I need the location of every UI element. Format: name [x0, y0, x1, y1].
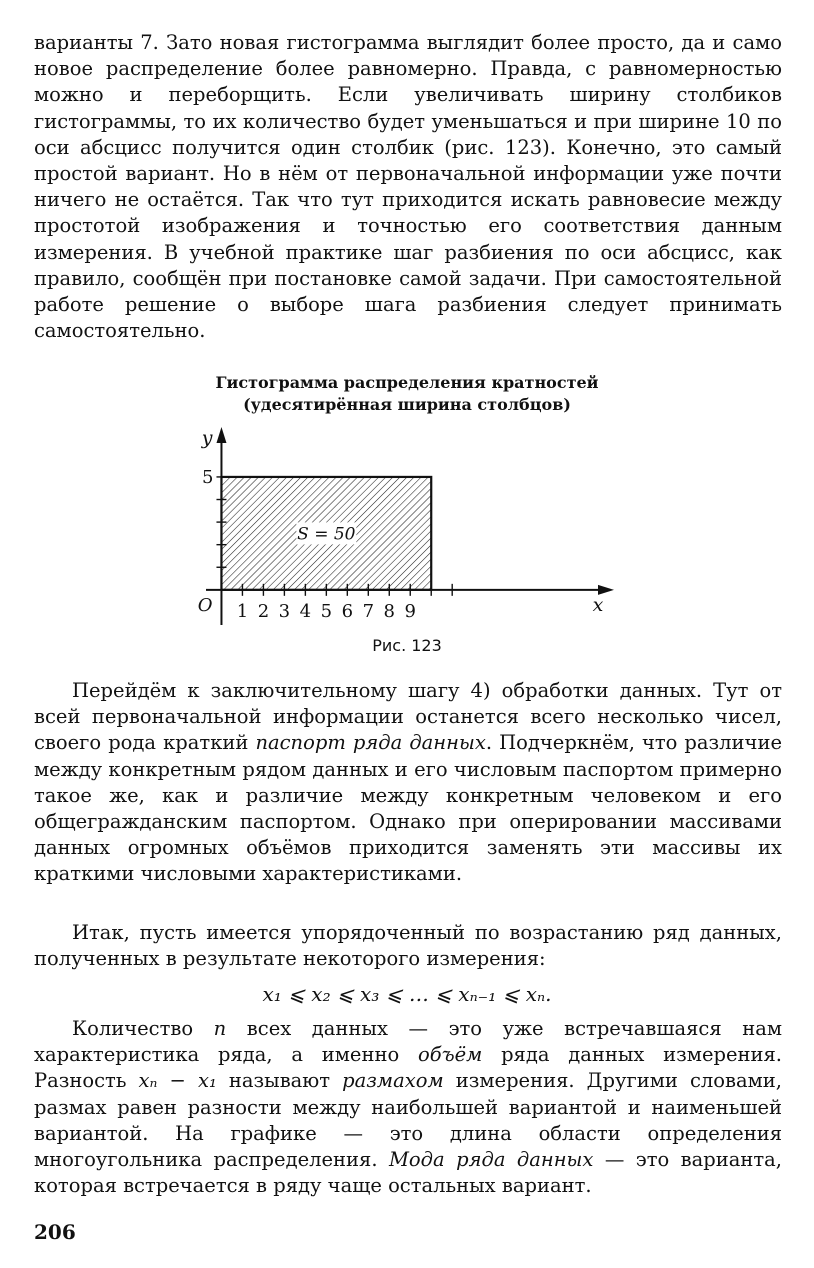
x-tick-label: 8	[383, 600, 395, 622]
figure-title-line1: Гистограмма распределения кратностей	[215, 373, 599, 392]
x-tick-label: 7	[362, 600, 375, 622]
range-expression: xₙ − x₁	[138, 1069, 217, 1093]
paragraph-text: — это варианта, которая встречается в ряду чаще остальных вариант.	[34, 1148, 782, 1198]
term-data-passport: паспорт ряда данных	[255, 731, 486, 755]
histogram-chart	[190, 425, 620, 635]
paragraph-text: Количество	[72, 1017, 214, 1040]
paragraph-text: измерения. Другими словами, размах равен разности между наибольшей вариантой и наименьшей вариантой. На графике — это длина области определения многоугольника распределения.	[34, 1069, 782, 1172]
y-axis-arrow	[216, 427, 226, 443]
y-axis-label: y	[201, 427, 213, 449]
variable-n: n	[213, 1017, 227, 1040]
x-tick-label: 1	[236, 600, 249, 622]
paragraph-text: ряда данных измерения. Разность	[34, 1043, 782, 1093]
figure-title-line2: (удесятирённая ширина столбцов)	[243, 395, 571, 414]
paragraph-text: Перейдём к заключительному шагу 4) обработки данных. Тут от всей первоначальной информации останется всего несколько чисел, своего рода краткий	[34, 679, 782, 755]
y-tick-label: 5	[202, 466, 214, 488]
paragraph-text: называют	[216, 1069, 343, 1093]
ordered-series-formula: x₁ ⩽ x₂ ⩽ x₃ ⩽ … ⩽ xₙ₋₁ ⩽ xₙ.	[262, 982, 552, 1006]
x-tick-label: 6	[341, 600, 354, 622]
x-axis-label: x	[592, 593, 604, 616]
paragraph-characteristics	[34, 1016, 782, 1199]
figure-caption: Рис. 123	[372, 636, 442, 655]
term-volume: объём	[417, 1043, 483, 1067]
paragraph-text: всех данных — это уже встречавшаяся нам характеристика ряда, а именно	[34, 1017, 782, 1067]
x-tick-label: 4	[299, 600, 312, 622]
term-range: размахом	[342, 1069, 444, 1093]
term-mode: Мода ряда данных	[388, 1148, 594, 1172]
bar-area-label: S = 50	[297, 524, 356, 545]
x-tick-label: 5	[320, 600, 333, 622]
paragraph-ordered-series: Итак, пусть имеется упорядоченный по возрастанию ряд данных, полученных в результате некоторого измерения:	[34, 921, 782, 971]
x-tick-label: 2	[257, 600, 270, 622]
origin-label: O	[197, 594, 213, 616]
paragraph-histogram-width: варианты 7. Зато новая гистограмма выглядит более просто, да и само новое распределение более равномерно. Правда, с равномерностью можно и переборщить. Если увеличивать ширину столбиков гистограммы, то их количество будет уменьшаться и при ширине 10 по оси абсцисс получится один столбик (рис. 123). Конечно, это самый простой вариант. Но в нём от первоначальной информации уже почти ничего не остаётся. Так что тут приходится искать равновесие между простотой изображения и точностью его соответствия данным измерения. В учебной практике шаг разбиения по оси абсцисс, как правило, сообщён при постановке самой задачи. При самостоятельной работе решение о выборе шага разбиения следует принимать самостоятельно.	[34, 31, 782, 343]
x-tick-label: 9	[404, 600, 416, 622]
paragraph-data-passport	[34, 678, 782, 888]
page-number: 206	[34, 1220, 76, 1244]
paragraph-text: . Подчеркнём, что различие между конкретным рядом данных и его числовым паспортом примерно такое же, как и различие между конкретным человеком и его общегражданским паспортом. Однако при оперировании массивами данных огромных объёмов приходится заменять эти массивы их краткими числовыми характеристиками.	[34, 731, 782, 886]
x-tick-label: 3	[278, 600, 291, 622]
